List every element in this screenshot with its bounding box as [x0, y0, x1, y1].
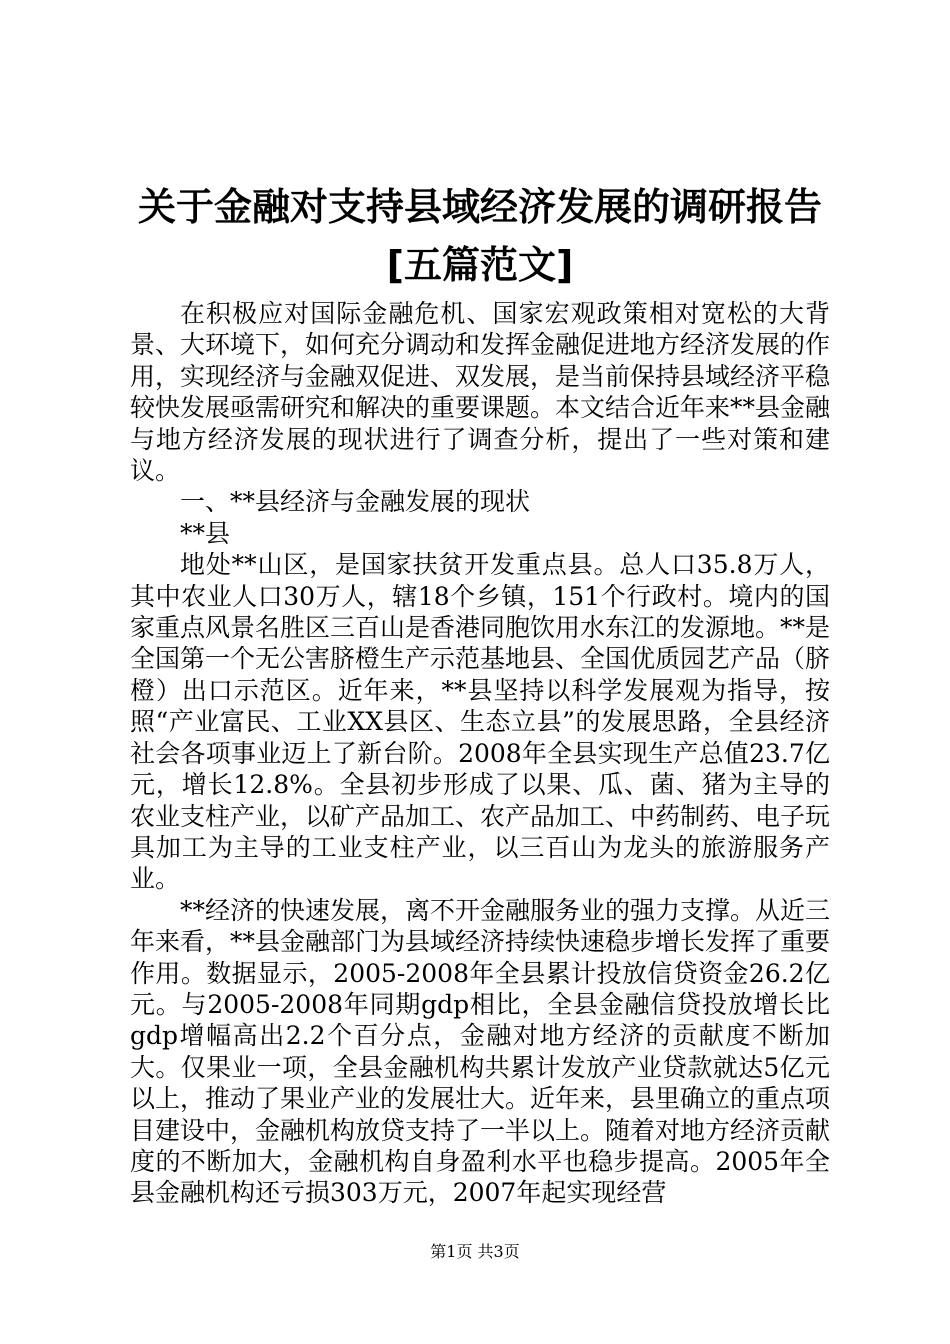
document-body — [130, 298, 830, 1209]
county-label: **县 — [180, 518, 231, 548]
document-title: 关于金融对支持县域经济发展的调研报告[五篇范文] — [137, 185, 822, 287]
paragraph-intro: 在积极应对国际金融危机、国家宏观政策相对宽松的大背景、大环境下，如何充分调动和发挥金融促进地方经济发展的作用，实现经济与金融双促进、双发展，是当前保持县域经济平稳较快发展亟需研究和解决的重要课题。本文结合近年来**县金融与地方经济发展的现状进行了调查分析，提出了一些对策和建议。 — [130, 299, 831, 486]
page-number-footer: 第1页 共3页 — [430, 1242, 520, 1261]
paragraph-county-overview: 地处**山区，是国家扶贫开发重点县。总人口35.8万人，其中农业人口30万人，辖18个乡镇，151个行政村。境内的国家重点风景名胜区三百山是香港同胞饮用水东江的发源地。**是全国第一个无公害脐橙生产示范基地县、全国优质园艺产品（脐橙）出口示范区。近年来，**县坚持以科学发展观为指导，按照“产业富民、工业XX县区、生态立县”的发展思路，全县经济社会各项事业迈上了新台阶。2008年全县实现生产总值23.7亿元，增长12.8%。全县初步形成了以果、瓜、菌、猪为主导的农业支柱产业，以矿产品加工、农产品加工、中药制药、电子玩具加工为主导的工业支柱产业，以三百山为龙头的旅游服务产业。 — [130, 550, 831, 894]
paragraph-finance-support: **经济的快速发展，离不开金融服务业的强力支撑。从近三年来看，**县金融部门为县域经济持续快速稳步增长发挥了重要作用。数据显示，2005-2008年全县累计投放信贷资金26.2亿元。与2005-2008年同期gdp相比，全县金融信贷投放增长比gdp增幅高出2.2个百分点，金融对地方经济的贡献度不断加大。仅果业一项，全县金融机构共累计发放产业贷款就达5亿元以上，推动了果业产业的发展壮大。近年来，县里确立的重点项目建设中，金融机构放贷支持了一半以上。随着对地方经济贡献度的不断加大，金融机构自身盈利水平也稳步提高。2005年全县金融机构还亏损303万元，2007年起实现经营 — [130, 895, 831, 1208]
section-heading: 一、**县经济与金融发展的现状 — [180, 487, 531, 517]
